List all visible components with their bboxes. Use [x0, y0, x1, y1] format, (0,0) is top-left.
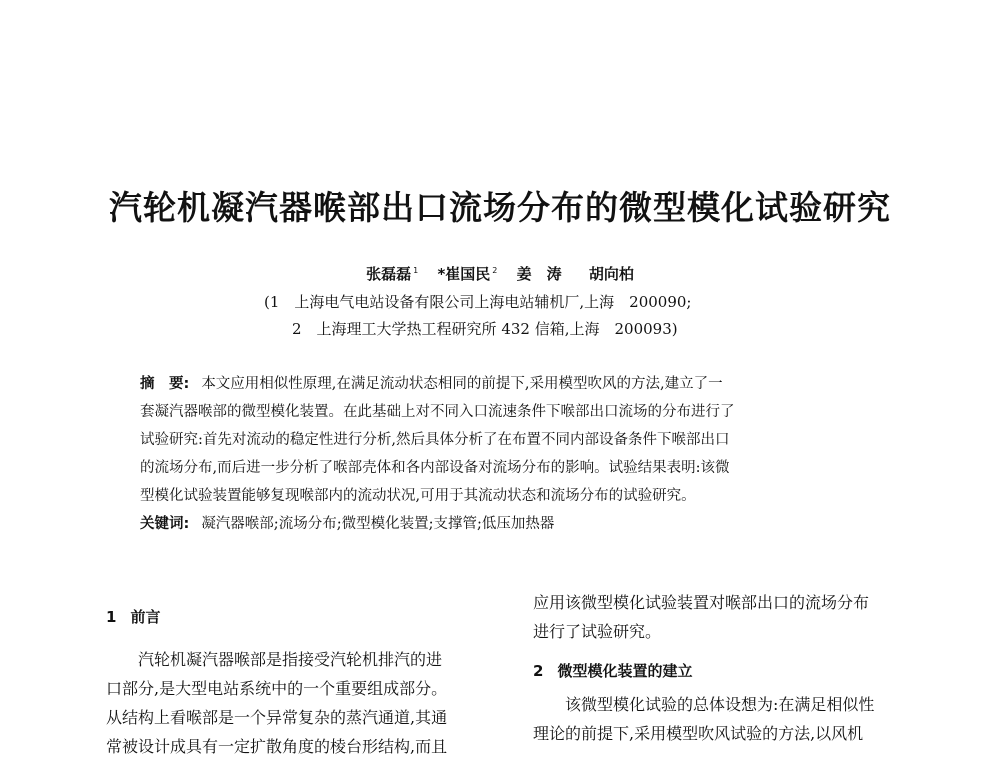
section-1-title: 前言: [130, 608, 161, 626]
abstract-line: [140, 370, 890, 398]
affiliation-2: 2 上海理工大学热工程研究所 432 信箱,上海 200093): [292, 320, 678, 338]
paragraph-line: 理论的前提下,采用模型吹风试验的方法,以风机: [533, 724, 864, 743]
section-2-title: 微型模化装置的建立: [557, 662, 693, 680]
abstract-line: 的流场分布,而后进一步分析了喉部壳体和各内部设备对流场分布的影响。试验结果表明:该微: [140, 460, 730, 476]
author-2: *崔国民: [437, 265, 491, 283]
abstract-text: 本文应用相似性原理,在满足流动状态相同的前提下,采用模型吹风的方法,建立了一: [201, 376, 723, 392]
keywords-label: 关键词:: [140, 516, 190, 532]
abstract-label: 摘 要:: [140, 376, 190, 392]
author-list: [0, 263, 1000, 284]
paragraph-line: 常被设计成具有一定扩散角度的棱台形结构,而且: [106, 737, 448, 756]
author-1-affil-mark: 1: [413, 266, 419, 275]
paragraph-line: 进行了试验研究。: [533, 622, 662, 641]
author-2-affil-mark: 2: [492, 266, 498, 275]
paragraph-line: 从结构上看喉部是一个异常复杂的蒸汽通道,其通: [106, 708, 448, 727]
right-column-top: [533, 588, 933, 646]
keywords-line: [140, 510, 890, 538]
section-1-heading: [106, 606, 160, 627]
paper-title: 汽轮机凝汽器喉部出口流场分布的微型模化试验研究: [109, 188, 891, 227]
left-column-body: [106, 645, 506, 761]
author-4: 胡向柏: [588, 265, 634, 283]
paragraph-line: 汽轮机凝汽器喉部是指接受汽轮机排汽的进: [106, 650, 443, 669]
author-1: 张磊磊: [366, 265, 412, 283]
author-3: 姜 涛: [516, 265, 562, 283]
right-column-body: [533, 690, 933, 748]
keywords-text: 凝汽器喉部;流场分布;微型模化装置;支撑管;低压加热器: [201, 516, 555, 532]
section-2-number: 2: [533, 662, 544, 680]
abstract-block: [140, 370, 890, 538]
section-1-number: 1: [106, 608, 117, 626]
section-2-heading: [533, 660, 692, 681]
abstract-line: 试验研究:首先对流动的稳定性进行分析,然后具体分析了在布置不同内部设备条件下喉部出口: [140, 432, 730, 448]
abstract-line: 型模化试验装置能够复现喉部内的流动状况,可用于其流动状态和流场分布的试验研究。: [140, 488, 696, 504]
abstract-line: 套凝汽器喉部的微型模化装置。在此基础上对不同入口流速条件下喉部出口流场的分布进行了: [140, 404, 735, 420]
paragraph-line: 应用该微型模化试验装置对喉部出口的流场分布: [533, 593, 870, 612]
affiliation-1: (1 上海电气电站设备有限公司上海电站辅机厂,上海 200090;: [264, 293, 692, 311]
paragraph-line: 该微型模化试验的总体设想为:在满足相似性: [533, 695, 875, 714]
paragraph-line: 口部分,是大型电站系统中的一个重要组成部分。: [106, 679, 448, 698]
